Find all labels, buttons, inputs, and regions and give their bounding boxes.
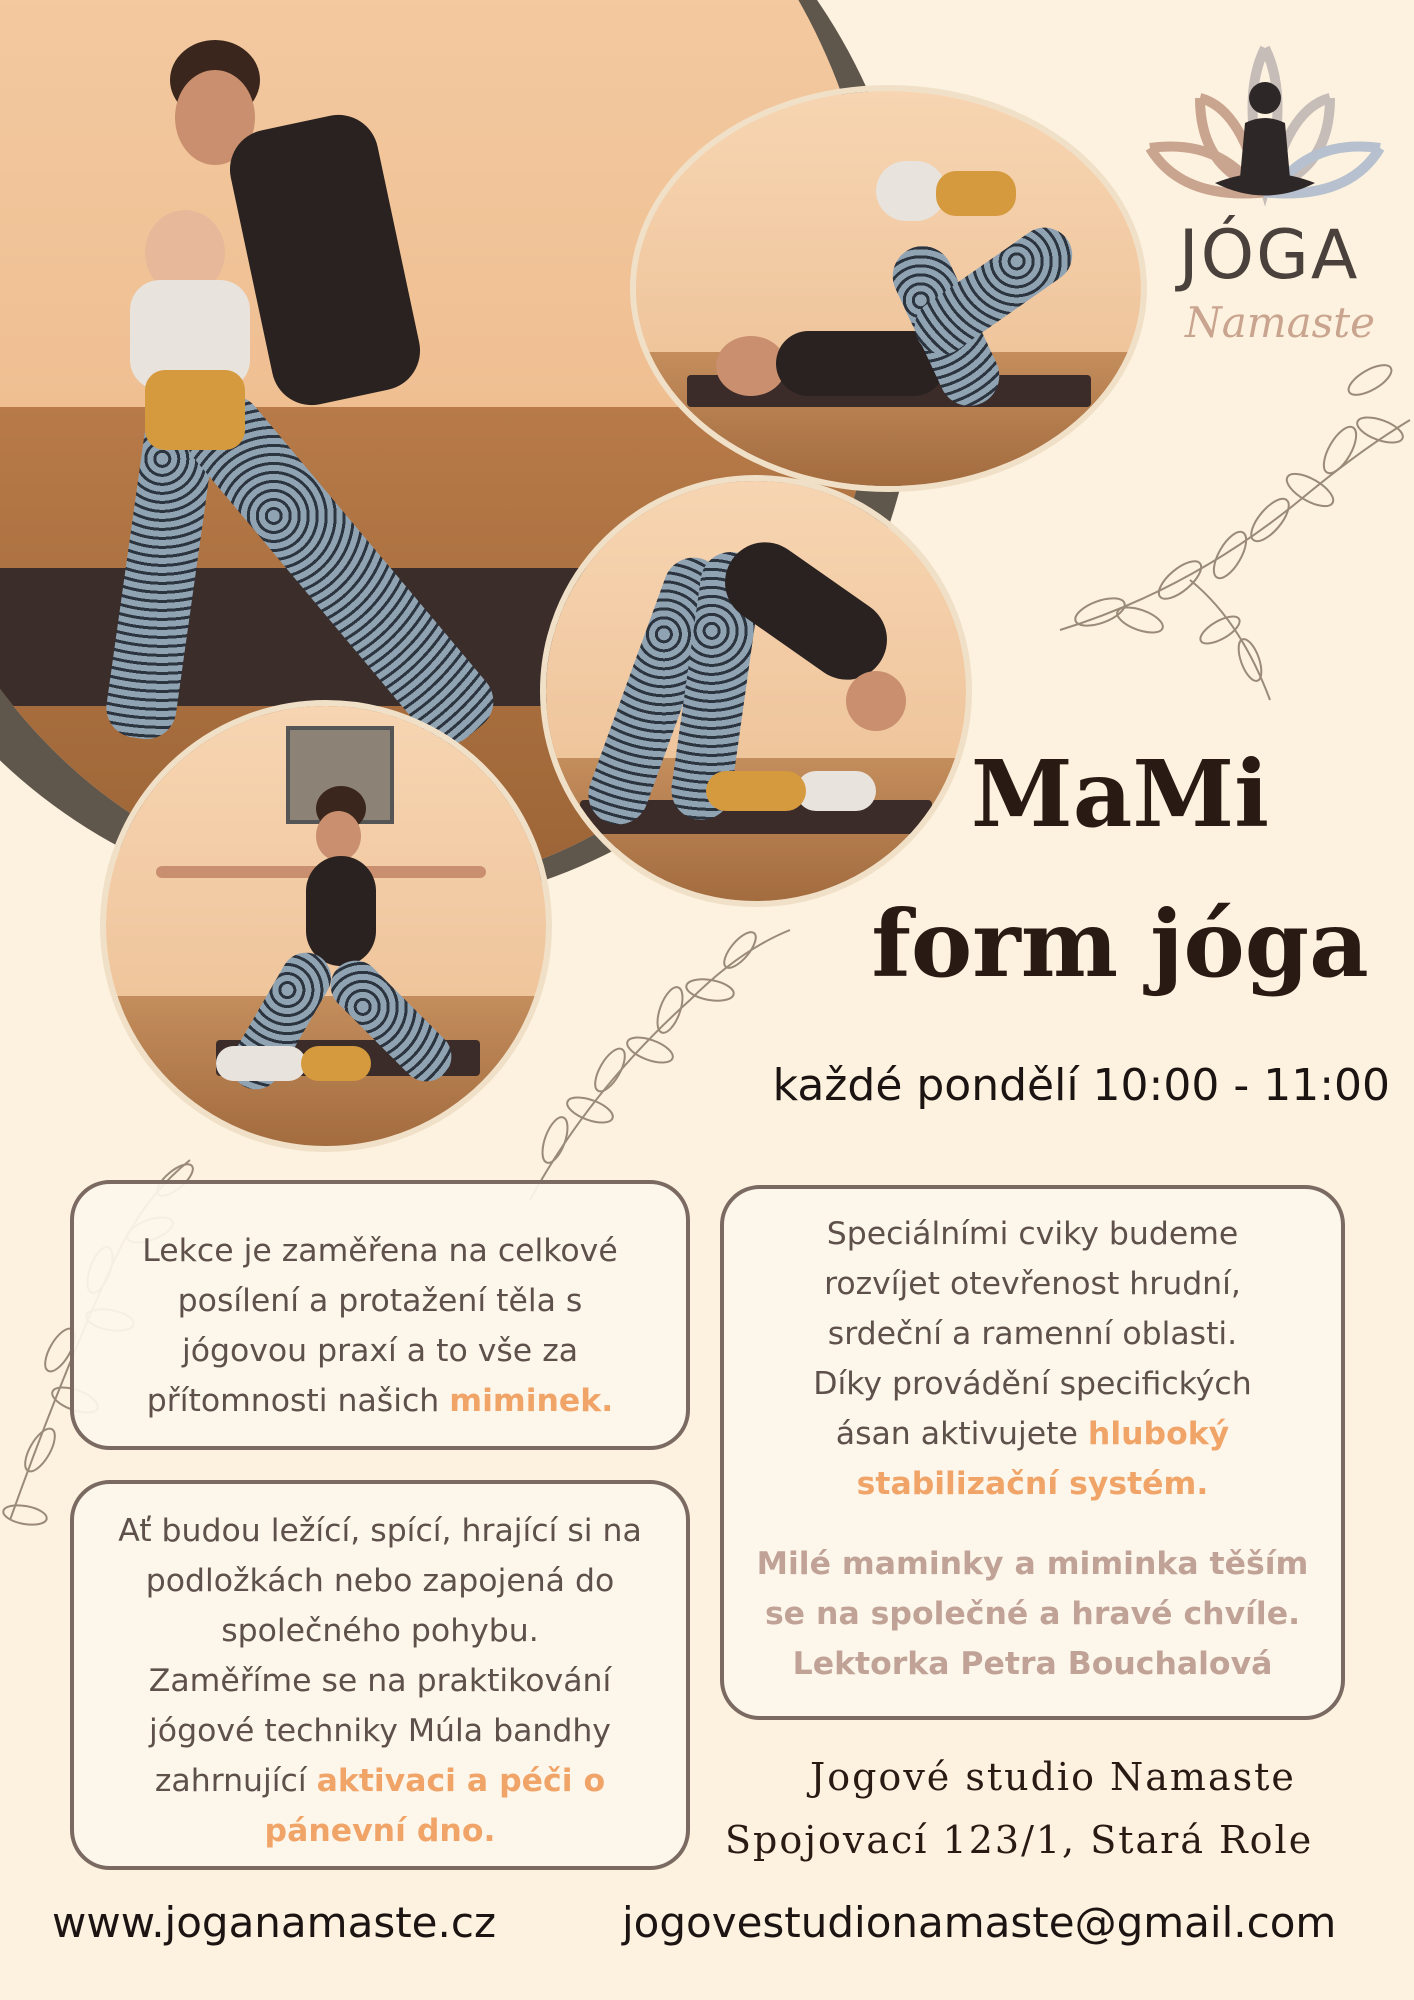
logo-text: JÓGA	[1178, 216, 1360, 295]
card-line: jógovou praxí a to vše za	[181, 1333, 579, 1369]
card-line: posílení a protažení těla s	[177, 1283, 583, 1319]
card-line: rozvíjet otevřenost hrudní,	[824, 1266, 1241, 1302]
signature-line: se na společné a hravé chvíle.	[764, 1596, 1301, 1632]
page-title-line1: MaMi	[970, 740, 1270, 848]
studio-name: Jogové studio Namaste	[810, 1755, 1296, 1799]
highlight-text: stabilizační systém.	[856, 1466, 1209, 1502]
card-line: podložkách nebo zapojená do	[145, 1563, 615, 1599]
card-line: Ať budou ležící, spící, hrající si na	[118, 1513, 642, 1549]
highlight-text: miminek.	[449, 1383, 614, 1419]
logo-subtitle: Namaste	[1185, 298, 1375, 347]
leaf-branch-icon	[1040, 360, 1414, 720]
card-line: Lekce je zaměřena na celkové	[142, 1233, 618, 1269]
card-line: Díky provádění specifických	[813, 1366, 1252, 1402]
card-line: společného pohybu.	[221, 1613, 539, 1649]
lotus-meditation-icon	[1140, 38, 1390, 218]
card-line: srdeční a ramenní oblasti.	[827, 1316, 1238, 1352]
info-card-babies	[70, 1480, 690, 1870]
info-card-lesson	[70, 1180, 690, 1450]
website-link[interactable]: www.joganamaste.cz	[52, 1898, 496, 1947]
info-card-exercises	[720, 1185, 1345, 1720]
card-line: ásan aktivujete hluboký	[835, 1416, 1230, 1452]
schedule-text: každé pondělí 10:00 - 11:00	[772, 1060, 1390, 1111]
highlight-text: aktivaci a péči o	[316, 1763, 606, 1799]
highlight-text: pánevní dno.	[264, 1813, 496, 1849]
card-line: zahrnující aktivaci a péči o	[154, 1763, 606, 1799]
card-line: Zaměříme se na praktikování	[148, 1663, 612, 1699]
card-line: jógové techniky Múla bandhy	[149, 1713, 611, 1749]
studio-address: Spojovací 123/1, Stará Role	[725, 1818, 1314, 1862]
logo	[1140, 38, 1390, 358]
email-link[interactable]: jogovestudionamaste@gmail.com	[622, 1898, 1337, 1947]
card-line: přítomnosti našich miminek.	[146, 1383, 614, 1419]
card-line: Speciálními cviky budeme	[826, 1216, 1239, 1252]
signature-line: Lektorka Petra Bouchalová	[792, 1646, 1273, 1682]
page-title-line2: form jóga	[871, 890, 1369, 998]
signature-line: Milé maminky a miminka těším	[756, 1546, 1309, 1582]
highlight-text: hluboký	[1087, 1416, 1230, 1452]
photo-circle-bottom	[100, 700, 552, 1152]
